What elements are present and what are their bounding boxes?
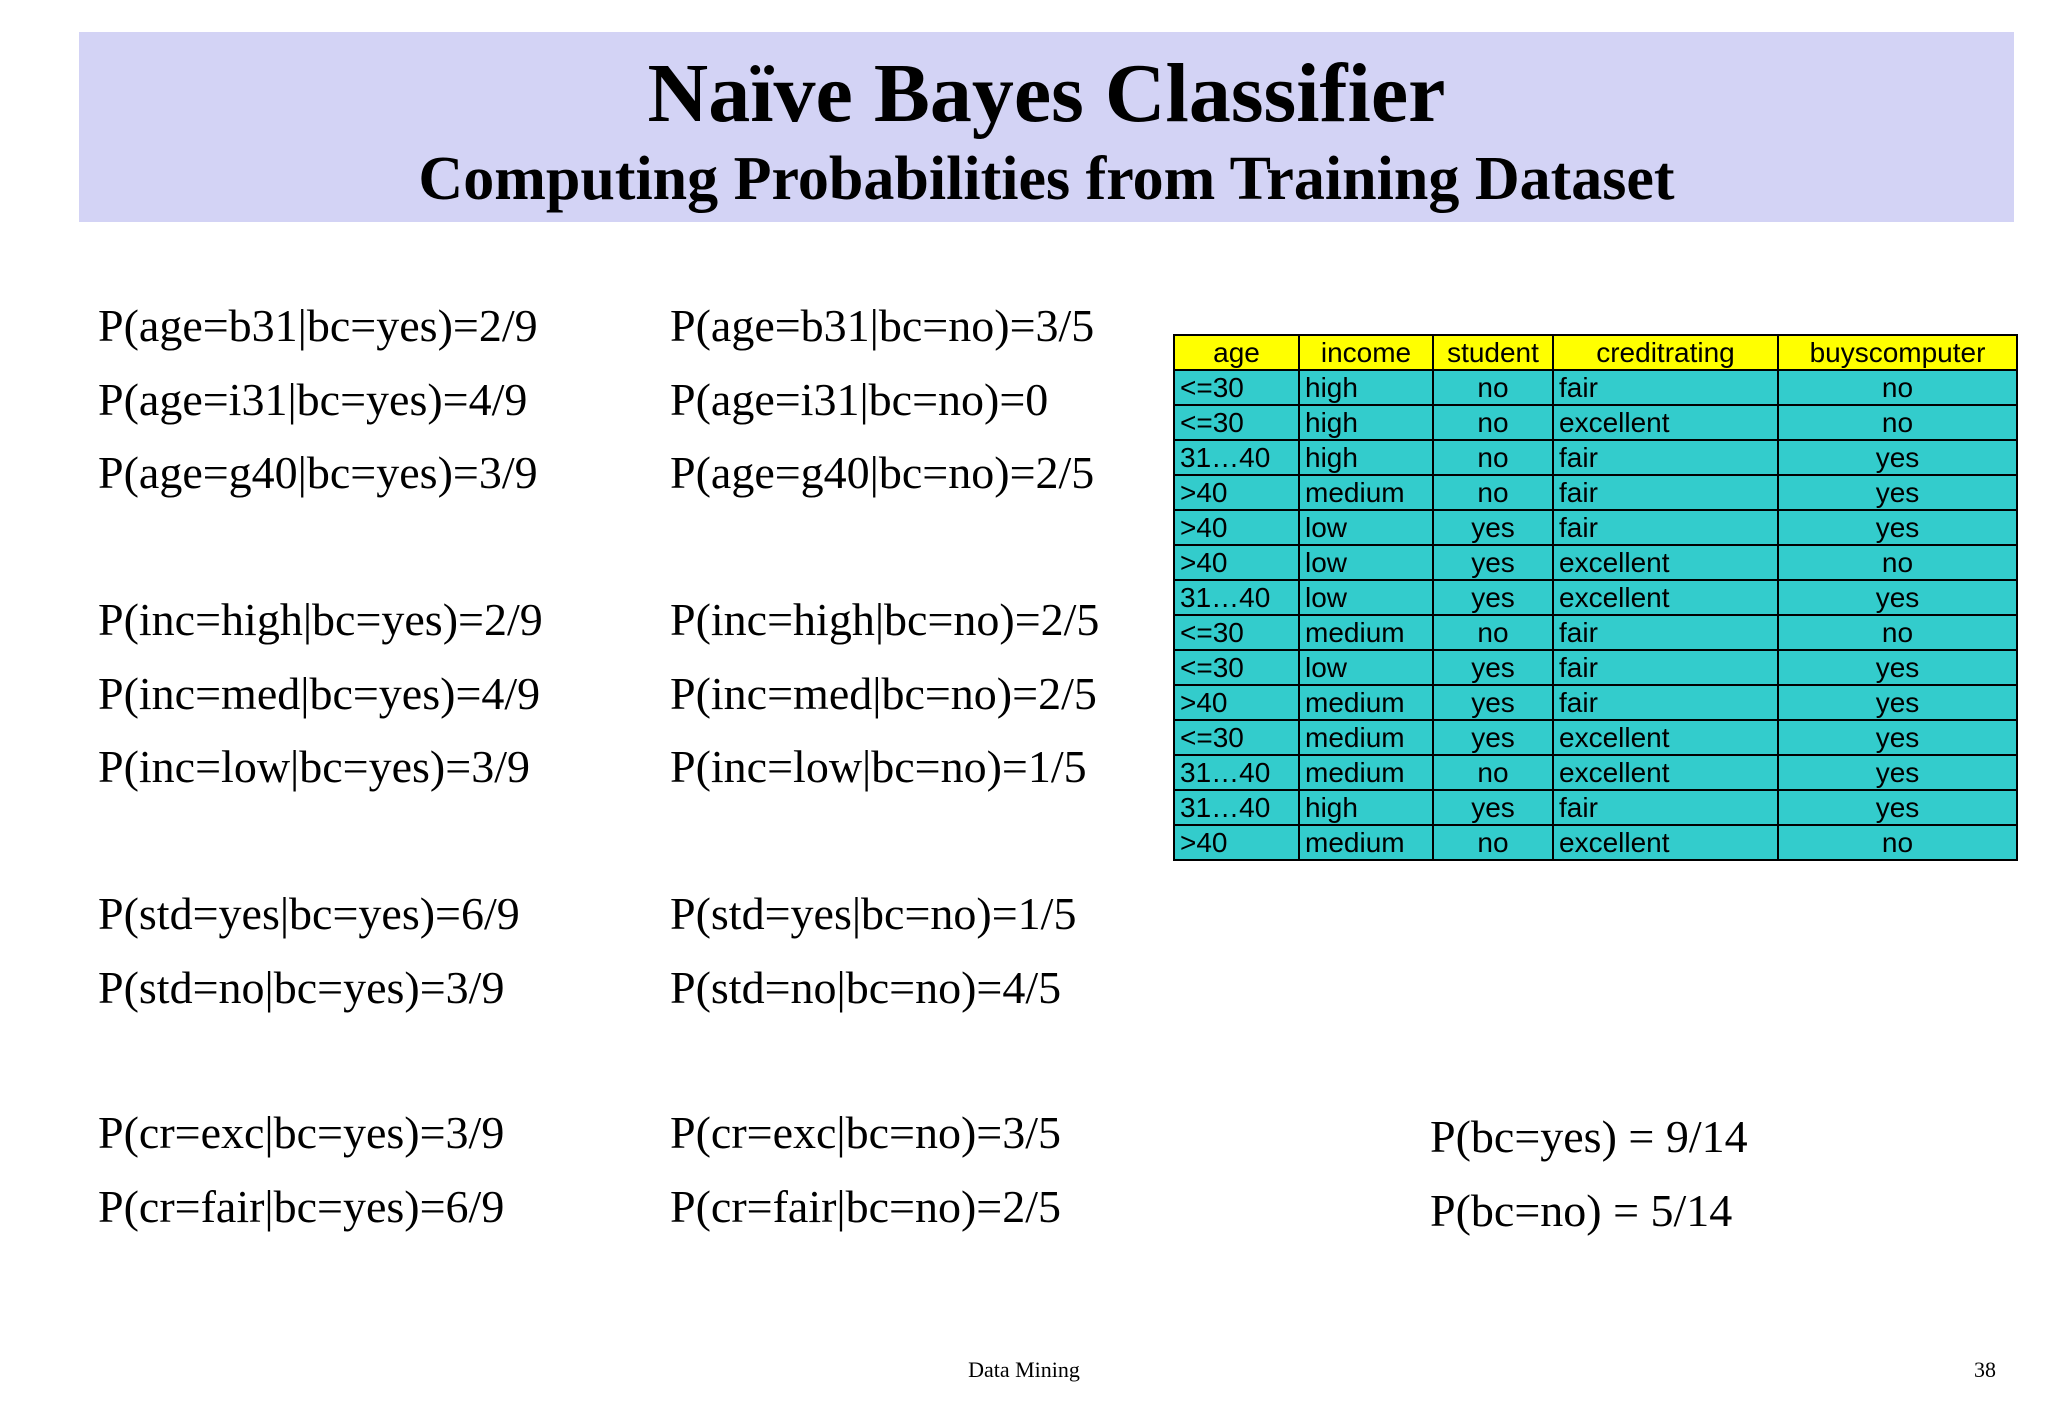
footer-page-number: 38 (1974, 1357, 1996, 1382)
cell-student: no (1433, 475, 1553, 510)
column-header-student: student (1433, 335, 1553, 370)
cell-creditrating: fair (1553, 650, 1778, 685)
prob-cr-exc-yes: P(cr=exc|bc=yes)=3/9 (98, 1107, 505, 1158)
footer-course-label: Data Mining (968, 1357, 1080, 1382)
table-row (1174, 475, 2017, 510)
cell-age: >40 (1174, 685, 1299, 720)
cell-income: low (1299, 510, 1433, 545)
cell-student: no (1433, 370, 1553, 405)
table-row (1174, 440, 2017, 475)
cell-age: 31…40 (1174, 580, 1299, 615)
prob-cr-fair-yes: P(cr=fair|bc=yes)=6/9 (98, 1181, 505, 1232)
prior-bc-no: P(bc=no) = 5/14 (1430, 1185, 1733, 1236)
cell-buyscomputer: no (1778, 545, 2017, 580)
table-row (1174, 615, 2017, 650)
table-row (1174, 685, 2017, 720)
cell-student: no (1433, 615, 1553, 650)
prob-age-g40-no: P(age=g40|bc=no)=2/5 (670, 447, 1095, 498)
prob-std-no-no: P(std=no|bc=no)=4/5 (670, 962, 1062, 1013)
cell-income: high (1299, 440, 1433, 475)
prob-age-i31-yes: P(age=i31|bc=yes)=4/9 (98, 374, 528, 425)
table-header-row (1174, 335, 2017, 370)
cell-buyscomputer: yes (1778, 440, 2017, 475)
cell-income: medium (1299, 825, 1433, 860)
cell-creditrating: fair (1553, 370, 1778, 405)
cell-creditrating: excellent (1553, 545, 1778, 580)
prob-age-b31-yes: P(age=b31|bc=yes)=2/9 (98, 300, 538, 351)
cell-age: 31…40 (1174, 755, 1299, 790)
cell-age: 31…40 (1174, 440, 1299, 475)
cell-buyscomputer: no (1778, 615, 2017, 650)
cell-buyscomputer: yes (1778, 650, 2017, 685)
cell-student: no (1433, 405, 1553, 440)
cell-buyscomputer: yes (1778, 510, 2017, 545)
cell-income: high (1299, 405, 1433, 440)
cell-buyscomputer: no (1778, 405, 2017, 440)
cell-buyscomputer: yes (1778, 475, 2017, 510)
cell-student: yes (1433, 685, 1553, 720)
prob-cr-fair-no: P(cr=fair|bc=no)=2/5 (670, 1181, 1062, 1232)
cell-age: >40 (1174, 475, 1299, 510)
prior-bc-yes: P(bc=yes) = 9/14 (1430, 1111, 1748, 1162)
cell-age: >40 (1174, 545, 1299, 580)
cell-buyscomputer: no (1778, 825, 2017, 860)
prob-cr-exc-no: P(cr=exc|bc=no)=3/5 (670, 1107, 1062, 1158)
table-row (1174, 510, 2017, 545)
prob-inc-low-no: P(inc=low|bc=no)=1/5 (670, 741, 1087, 792)
prob-age-b31-no: P(age=b31|bc=no)=3/5 (670, 300, 1095, 351)
cell-creditrating: excellent (1553, 720, 1778, 755)
cell-age: <=30 (1174, 650, 1299, 685)
table-row (1174, 405, 2017, 440)
prob-std-no-yes: P(std=no|bc=yes)=3/9 (98, 962, 505, 1013)
cell-student: no (1433, 440, 1553, 475)
cell-age: <=30 (1174, 720, 1299, 755)
table-row (1174, 755, 2017, 790)
table-row (1174, 720, 2017, 755)
cell-creditrating: fair (1553, 475, 1778, 510)
cell-student: yes (1433, 650, 1553, 685)
cell-income: high (1299, 370, 1433, 405)
prob-std-yes-yes: P(std=yes|bc=yes)=6/9 (98, 888, 520, 939)
cell-buyscomputer: yes (1778, 720, 2017, 755)
cell-buyscomputer: yes (1778, 790, 2017, 825)
cell-income: medium (1299, 615, 1433, 650)
prob-inc-low-yes: P(inc=low|bc=yes)=3/9 (98, 741, 530, 792)
prob-inc-high-no: P(inc=high|bc=no)=2/5 (670, 594, 1100, 645)
training-dataset-table (1173, 334, 2018, 861)
cell-student: yes (1433, 790, 1553, 825)
table-row (1174, 545, 2017, 580)
cell-age: >40 (1174, 825, 1299, 860)
title-band (79, 32, 2014, 222)
cell-income: low (1299, 650, 1433, 685)
prob-inc-med-no: P(inc=med|bc=no)=2/5 (670, 668, 1097, 719)
column-header-buyscomputer: buyscomputer (1778, 335, 2017, 370)
prob-std-yes-no: P(std=yes|bc=no)=1/5 (670, 888, 1077, 939)
cell-income: high (1299, 790, 1433, 825)
table-body (1174, 370, 2017, 860)
cell-income: medium (1299, 720, 1433, 755)
cell-age: <=30 (1174, 615, 1299, 650)
cell-buyscomputer: yes (1778, 580, 2017, 615)
cell-creditrating: fair (1553, 790, 1778, 825)
prob-inc-med-yes: P(inc=med|bc=yes)=4/9 (98, 668, 541, 719)
cell-income: medium (1299, 685, 1433, 720)
cell-creditrating: fair (1553, 440, 1778, 475)
cell-buyscomputer: yes (1778, 685, 2017, 720)
cell-age: <=30 (1174, 405, 1299, 440)
prob-age-g40-yes: P(age=g40|bc=yes)=3/9 (98, 447, 538, 498)
cell-age: >40 (1174, 510, 1299, 545)
cell-income: low (1299, 580, 1433, 615)
column-header-income: income (1299, 335, 1433, 370)
cell-creditrating: excellent (1553, 580, 1778, 615)
cell-creditrating: fair (1553, 615, 1778, 650)
cell-student: yes (1433, 545, 1553, 580)
cell-student: yes (1433, 580, 1553, 615)
table-row (1174, 580, 2017, 615)
table-row (1174, 790, 2017, 825)
cell-buyscomputer: yes (1778, 755, 2017, 790)
cell-student: yes (1433, 510, 1553, 545)
cell-income: medium (1299, 475, 1433, 510)
column-header-creditrating: creditrating (1553, 335, 1778, 370)
table-row (1174, 825, 2017, 860)
cell-student: no (1433, 755, 1553, 790)
column-header-age: age (1174, 335, 1299, 370)
slide-subtitle: Computing Probabilities from Training Dataset (418, 145, 1675, 213)
cell-income: medium (1299, 755, 1433, 790)
table-row (1174, 650, 2017, 685)
cell-student: yes (1433, 720, 1553, 755)
cell-age: 31…40 (1174, 790, 1299, 825)
cell-creditrating: excellent (1553, 825, 1778, 860)
table-row (1174, 370, 2017, 405)
slide-title: Naïve Bayes Classifier (647, 47, 1446, 140)
cell-creditrating: fair (1553, 510, 1778, 545)
prob-age-i31-no: P(age=i31|bc=no)=0 (670, 374, 1049, 425)
prob-inc-high-yes: P(inc=high|bc=yes)=2/9 (98, 594, 543, 645)
cell-student: no (1433, 825, 1553, 860)
cell-creditrating: excellent (1553, 755, 1778, 790)
cell-income: low (1299, 545, 1433, 580)
cell-creditrating: fair (1553, 685, 1778, 720)
cell-buyscomputer: no (1778, 370, 2017, 405)
cell-age: <=30 (1174, 370, 1299, 405)
cell-creditrating: excellent (1553, 405, 1778, 440)
